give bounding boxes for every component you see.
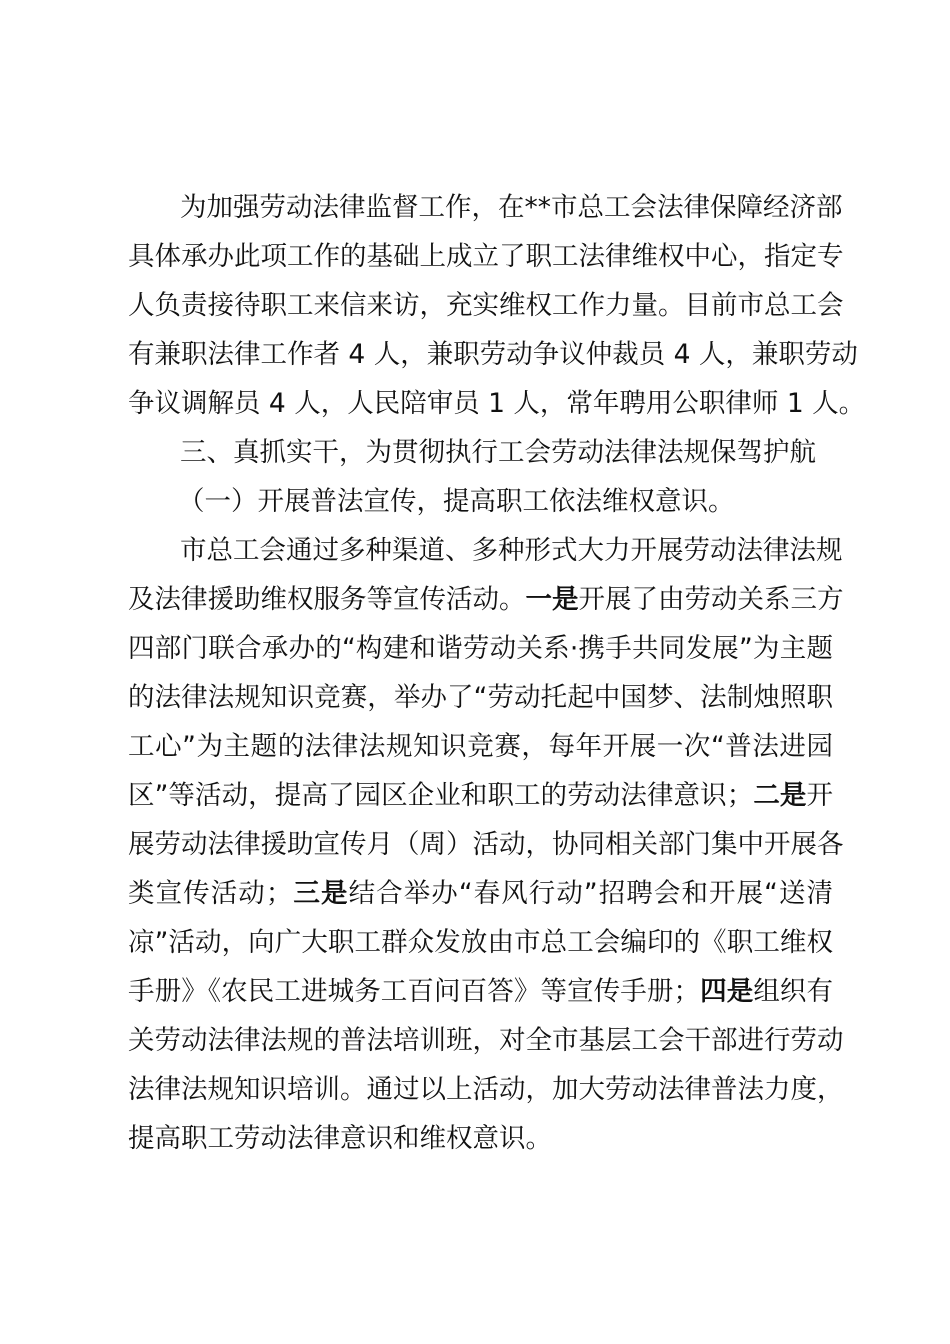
paragraph-line: 为加强劳动法律监督工作，在**市总工会法律保障经济部	[180, 192, 843, 223]
paragraph-line	[128, 967, 833, 1016]
paragraph-line: 工心”为主题的法律法规知识竞赛，每年开展一次“普法进园	[128, 731, 833, 762]
text-run: 开	[806, 780, 833, 811]
paragraph-line	[128, 771, 833, 820]
paragraph-line: 有兼职法律工作者 4 人，兼职劳动争议仲裁员 4 人，兼职劳动	[128, 339, 858, 370]
text-run: 区”等活动，提高了园区企业和职工的劳动法律意识；	[128, 780, 754, 811]
paragraph-line: 市总工会通过多种渠道、多种形式大力开展劳动法律法规	[180, 535, 843, 566]
document-body	[128, 183, 866, 1163]
text-run: 组织有	[753, 976, 834, 1007]
emphasis-text: 二是	[753, 780, 807, 811]
text-run: 开展了由劳动关系三方	[578, 584, 844, 615]
text-run: 结合举办“春风行动”招聘会和开展“送清	[348, 878, 834, 909]
emphasis-text: 四是	[699, 976, 754, 1007]
paragraph-line: 具体承办此项工作的基础上成立了职工法律维权中心，指定专	[128, 241, 844, 272]
paragraph-line: 关劳动法律法规的普法培训班，对全市基层工会干部进行劳动	[128, 1025, 844, 1056]
section-heading: 三、真抓实干，为贯彻执行工会劳动法律法规保驾护航	[180, 437, 816, 468]
paragraph-line: 四部门联合承办的“构建和谐劳动关系·携手共同发展”为主题	[128, 633, 833, 664]
emphasis-text: 三是	[292, 878, 349, 909]
paragraph-line	[128, 575, 844, 624]
text-run: 手册》《农民工进城务工百问百答》等宣传手册；	[128, 976, 700, 1007]
paragraph-line: 争议调解员 4 人，人民陪审员 1 人，常年聘用公职律师 1 人。	[128, 388, 866, 419]
subsection-heading: （一）开展普法宣传，提高职工依法维权意识。	[178, 486, 735, 517]
paragraph-line: 提高职工劳动法律意识和维权意识。	[128, 1123, 552, 1154]
paragraph-line: 法律法规知识培训。通过以上活动，加大劳动法律普法力度，	[128, 1074, 844, 1105]
emphasis-text: 一是	[525, 584, 579, 615]
paragraph-line: 人负责接待职工来信来访，充实维权工作力量。目前市总工会	[128, 290, 844, 321]
paragraph-line: 凉”活动，向广大职工群众发放由市总工会编印的《职工维权	[128, 927, 833, 958]
text-run: 类宣传活动；	[128, 878, 293, 909]
text-run: 及法律援助维权服务等宣传活动。	[128, 584, 526, 615]
paragraph-line	[128, 869, 833, 918]
paragraph-line: 展劳动法律援助宣传月（周）活动，协同相关部门集中开展各	[128, 829, 844, 860]
paragraph-line: 的法律法规知识竞赛，举办了“劳动托起中国梦、法制烛照职	[128, 682, 833, 713]
